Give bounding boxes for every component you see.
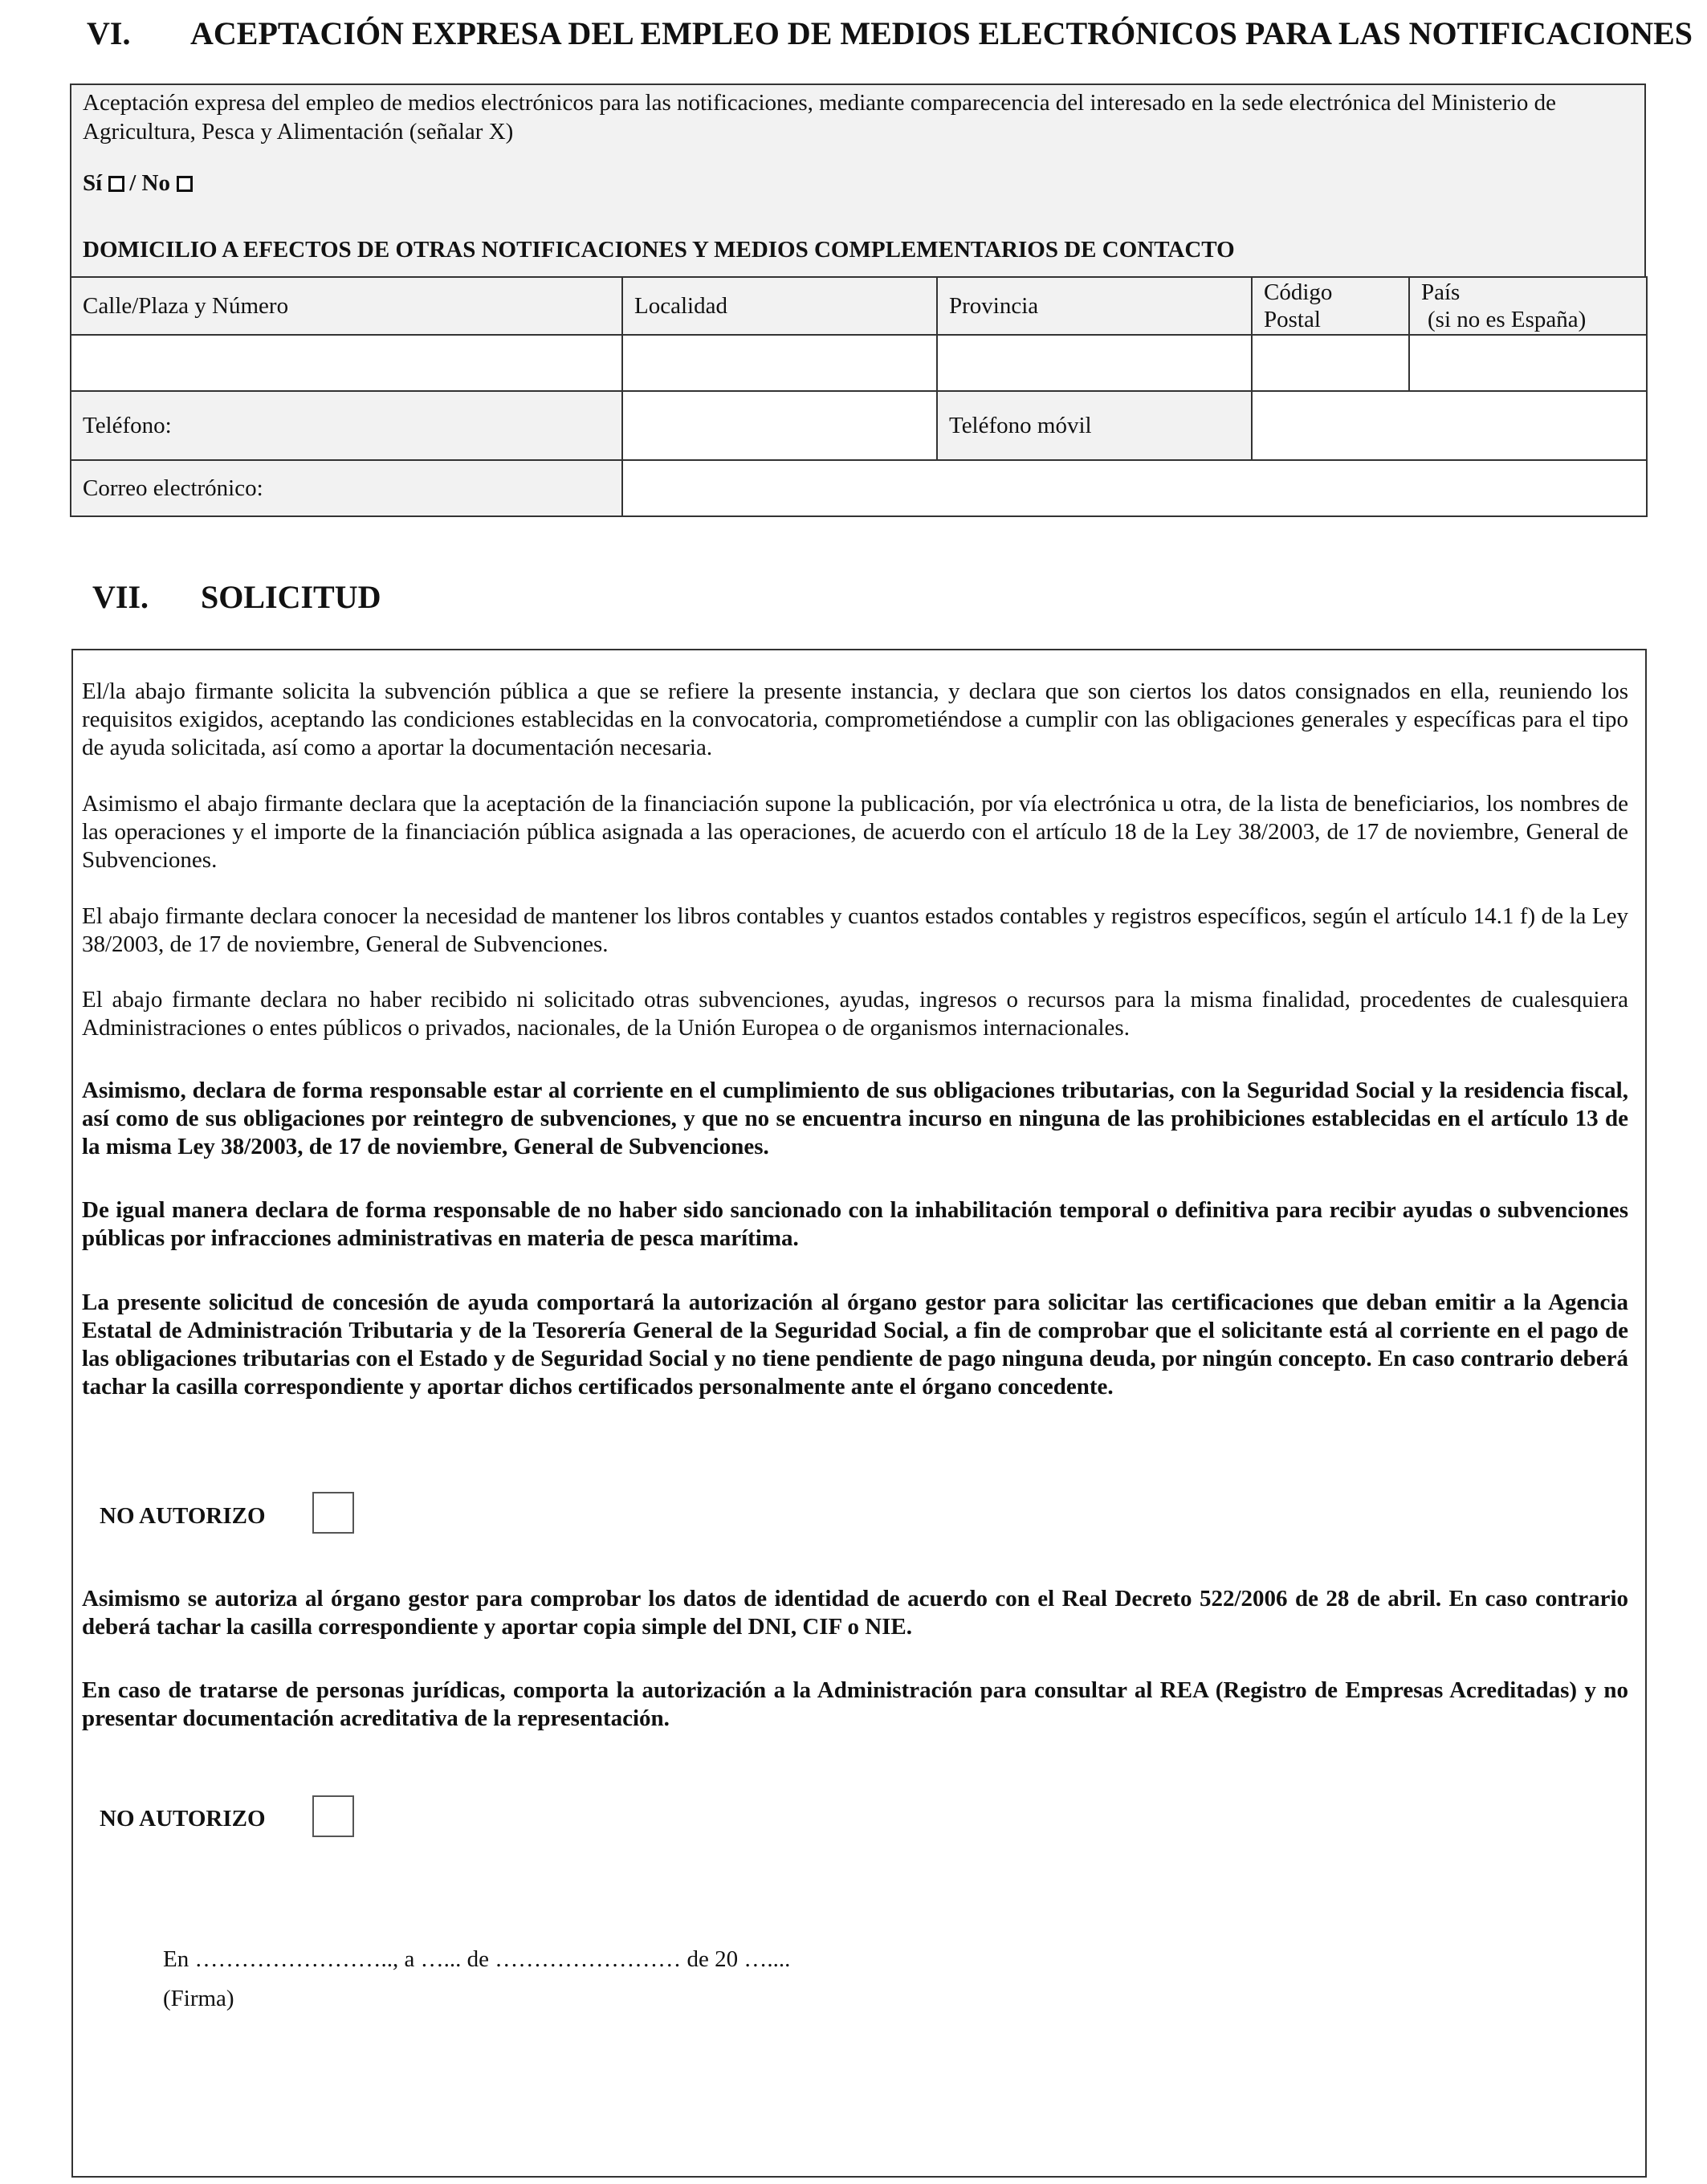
mobile-field[interactable] (1252, 391, 1647, 460)
solicitud-paragraph-4: El abajo firmante declara no haber recibido ni solicitado otras subvenciones, ayudas, ingresos o recursos para la misma finalidad, procedentes de cualesquiera Administraciones o entes públicos o privados, nacionales, de la Unión Europea o de organismos internacionales. (82, 987, 1628, 1041)
mobile-label: Teléfono móvil (937, 391, 1252, 460)
locality-field[interactable] (622, 335, 937, 391)
solicitud-paragraph-9: En caso de tratarse de personas jurídicas, comporta la autorización a la Administración para consultar al REA (Registro de Empresas Acreditadas) y no presentar documentación acreditativa de la representación. (82, 1677, 1628, 1731)
section-6-title: ACEPTACIÓN EXPRESA DEL EMPLEO DE MEDIOS ELECTRÓNICOS PARA LAS NOTIFICACIONES (190, 15, 1693, 51)
no-label: No (141, 170, 170, 196)
signature-area[interactable] (163, 2015, 966, 2160)
country-field[interactable] (1409, 335, 1647, 391)
yes-checkbox[interactable] (108, 176, 124, 192)
postal-code-field[interactable] (1252, 335, 1409, 391)
signature-label: (Firma) (163, 1986, 234, 2011)
col-country-line1: País (1421, 279, 1461, 305)
section-7-title: SOLICITUD (201, 579, 381, 615)
phone-label: Teléfono: (71, 391, 622, 460)
solicitud-paragraph-6: De igual manera declara de forma responsable de no haber sido sancionado con la inhabilitación temporal o definitiva para recibir ayudas o subvenciones públicas por infracciones administrativas en materia de pesca marítima. (82, 1197, 1628, 1251)
email-table (70, 459, 1648, 517)
address-header: DOMICILIO A EFECTOS DE OTRAS NOTIFICACIONES Y MEDIOS COMPLEMENTARIOS DE CONTACTO (83, 237, 1235, 263)
yes-label: Sí (83, 170, 103, 196)
no-autorizo-checkbox-1[interactable] (312, 1492, 354, 1534)
solicitud-paragraph-5: Asimismo, declara de forma responsable estar al corriente en el cumplimiento de sus obligaciones tributarias, con la Seguridad Social y la residencia fiscal, así como de sus obligaciones por reintegro de subvenciones, y que no se encuentra incurso en ninguna de las prohibiciones establecidas en el artículo 13 de la misma Ley 38/2003, de 17 de noviembre, General de Subvenciones. (82, 1078, 1628, 1159)
no-checkbox[interactable] (177, 176, 193, 192)
solicitud-paragraph-3: El abajo firmante declara conocer la necesidad de mantener los libros contables y cuantos estados contables y registros específicos, según el artículo 14.1 f) de la Ley 38/2003, de 17 de noviembre, General de Subvenciones. (82, 903, 1628, 957)
no-autorizo-label-2: NO AUTORIZO (100, 1806, 266, 1832)
col-country-line2: (si no es España) (1428, 307, 1587, 332)
col-country (1409, 277, 1647, 335)
col-province: Provincia (937, 277, 1252, 335)
col-street: Calle/Plaza y Número (71, 277, 622, 335)
phone-field[interactable] (622, 391, 937, 460)
col-postal-code-line2: Postal (1264, 307, 1321, 332)
street-field[interactable] (71, 335, 622, 391)
email-field[interactable] (622, 460, 1647, 516)
section-7-number: VII. (92, 579, 149, 615)
no-autorizo-checkbox-2[interactable] (312, 1795, 354, 1837)
phone-table (70, 390, 1648, 461)
solicitud-paragraph-8: Asimismo se autoriza al órgano gestor para comprobar los datos de identidad de acuerdo con el Real Decreto 522/2006 de 28 de abril. En caso contrario deberá tachar la casilla correspondiente y aportar copia simple del DNI, CIF o NIE. (82, 1586, 1628, 1640)
province-field[interactable] (937, 335, 1252, 391)
solicitud-paragraph-2: Asimismo el abajo firmante declara que la aceptación de la financiación supone la publicación, por vía electrónica u otra, de la lista de beneficiarios, los nombres de las operaciones y el importe de la financiación pública asignada a las operaciones, de acuerdo con el artículo 18 de la Ley 38/2003, de 17 de noviembre, General de Subvenciones. (82, 791, 1628, 873)
col-postal-code-line1: Código (1264, 279, 1333, 305)
section-6-number: VI. (87, 15, 131, 51)
place-date-line: En …………………….., a …... de …………………… de 20 ….... (163, 1946, 791, 1972)
yes-no-separator: / (129, 170, 136, 196)
yes-no-options (83, 169, 198, 198)
email-label: Correo electrónico: (71, 460, 622, 516)
acceptance-box (70, 84, 1646, 225)
address-table (70, 276, 1648, 392)
solicitud-paragraph-1: El/la abajo firmante solicita la subvención pública a que se refiere la presente instancia, y declara que son ciertos los datos consignados en ella, reuniendo los requisitos exigidos, aceptando las condiciones establecidas en la convocatoria, comprometiéndose a cumplir con las obligaciones generales y específicas para el tipo de ayuda solicitada, así como a aportar la documentación necesaria. (82, 678, 1628, 760)
solicitud-paragraph-7: La presente solicitud de concesión de ayuda comportará la autorización al órgano gestor para solicitar las certificaciones que deban emitir a la Agencia Estatal de Administración Tributaria y de la Tesorería General de la Seguridad Social, a fin de comprobar que el solicitante está al corriente en el pago de las obligaciones tributarias con el Estado y de Seguridad Social y no tiene pendiente de pago ninguna deuda, por ningún concepto. En caso contrario deberá tachar la casilla correspondiente y aportar dichos certificados personalmente ante el órgano concedente. (82, 1290, 1628, 1400)
col-locality: Localidad (622, 277, 937, 335)
address-header-box (70, 223, 1646, 278)
acceptance-text: Aceptación expresa del empleo de medios electrónicos para las notificaciones, mediante comparecencia del interesado en la sede electrónica del Ministerio de Agricultura, Pesca y Alimentación (señalar X) (83, 90, 1557, 145)
no-autorizo-label-1: NO AUTORIZO (100, 1503, 266, 1529)
col-postal-code (1252, 277, 1409, 335)
